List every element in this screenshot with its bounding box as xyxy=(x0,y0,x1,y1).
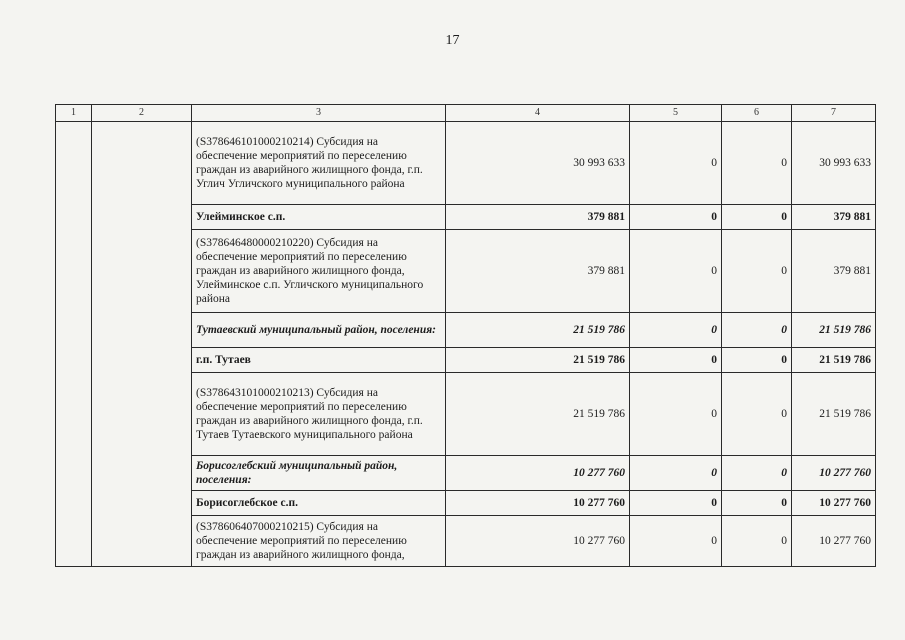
row-value-4: 30 993 633 xyxy=(446,122,630,205)
row-value-7: 10 277 760 xyxy=(792,516,876,567)
row-value-6: 0 xyxy=(722,516,792,567)
header-col-2: 2 xyxy=(92,105,192,122)
row-value-6: 0 xyxy=(722,491,792,516)
header-col-7: 7 xyxy=(792,105,876,122)
row-description: (S378606407000210215) Субсидия на обеспечение мероприятий по переселению граждан из аварийного жилищного фонда, xyxy=(192,516,446,567)
header-row xyxy=(56,105,876,122)
row-value-4: 21 519 786 xyxy=(446,313,630,348)
row-description: г.п. Тутаев xyxy=(192,348,446,373)
row-value-7: 10 277 760 xyxy=(792,456,876,491)
row-value-7: 21 519 786 xyxy=(792,373,876,456)
row-description: Борисоглебский муниципальный район, поселения: xyxy=(192,456,446,491)
row-value-5: 0 xyxy=(630,373,722,456)
row-value-6: 0 xyxy=(722,456,792,491)
row-value-4: 10 277 760 xyxy=(446,491,630,516)
row-value-5: 0 xyxy=(630,516,722,567)
row-value-5: 0 xyxy=(630,491,722,516)
header-col-3: 3 xyxy=(192,105,446,122)
header-col-6: 6 xyxy=(722,105,792,122)
row-description: Улейминское с.п. xyxy=(192,205,446,230)
table-row xyxy=(56,122,876,205)
row-value-7: 30 993 633 xyxy=(792,122,876,205)
row-value-5: 0 xyxy=(630,348,722,373)
row-value-7: 10 277 760 xyxy=(792,491,876,516)
header-col-1: 1 xyxy=(56,105,92,122)
row-description: (S378643101000210213) Субсидия на обеспечение мероприятий по переселению граждан из аварийного жилищного фонда, г.п. Тутаев Тутаевского муниципального района xyxy=(192,373,446,456)
row-value-6: 0 xyxy=(722,122,792,205)
header-col-4: 4 xyxy=(446,105,630,122)
row-value-4: 10 277 760 xyxy=(446,456,630,491)
row-value-5: 0 xyxy=(630,313,722,348)
row-value-6: 0 xyxy=(722,205,792,230)
row-value-5: 0 xyxy=(630,205,722,230)
row-value-5: 0 xyxy=(630,230,722,313)
row-value-4: 21 519 786 xyxy=(446,373,630,456)
row-value-6: 0 xyxy=(722,348,792,373)
row-value-4: 10 277 760 xyxy=(446,516,630,567)
budget-table xyxy=(55,104,876,567)
header-col-5: 5 xyxy=(630,105,722,122)
row-value-6: 0 xyxy=(722,313,792,348)
page-number: 17 xyxy=(445,33,460,48)
row-description: (S378646101000210214) Субсидия на обеспечение мероприятий по переселению граждан из аварийного жилищного фонда, г.п. Углич Угличского муниципального района xyxy=(192,122,446,205)
row-description: Тутаевский муниципальный район, поселения: xyxy=(192,313,446,348)
row-description: Борисоглебское с.п. xyxy=(192,491,446,516)
row-value-7: 21 519 786 xyxy=(792,348,876,373)
row-description: (S378646480000210220) Субсидия на обеспечение мероприятий по переселению граждан из аварийного жилищного фонда, Улейминское с.п. Угличского муниципального района xyxy=(192,230,446,313)
row-value-4: 379 881 xyxy=(446,230,630,313)
row-value-5: 0 xyxy=(630,456,722,491)
col1-cell xyxy=(56,122,92,567)
row-value-6: 0 xyxy=(722,230,792,313)
row-value-7: 21 519 786 xyxy=(792,313,876,348)
row-value-7: 379 881 xyxy=(792,205,876,230)
row-value-4: 21 519 786 xyxy=(446,348,630,373)
row-value-5: 0 xyxy=(630,122,722,205)
row-value-6: 0 xyxy=(722,373,792,456)
col2-cell xyxy=(92,122,192,567)
row-value-7: 379 881 xyxy=(792,230,876,313)
row-value-4: 379 881 xyxy=(446,205,630,230)
